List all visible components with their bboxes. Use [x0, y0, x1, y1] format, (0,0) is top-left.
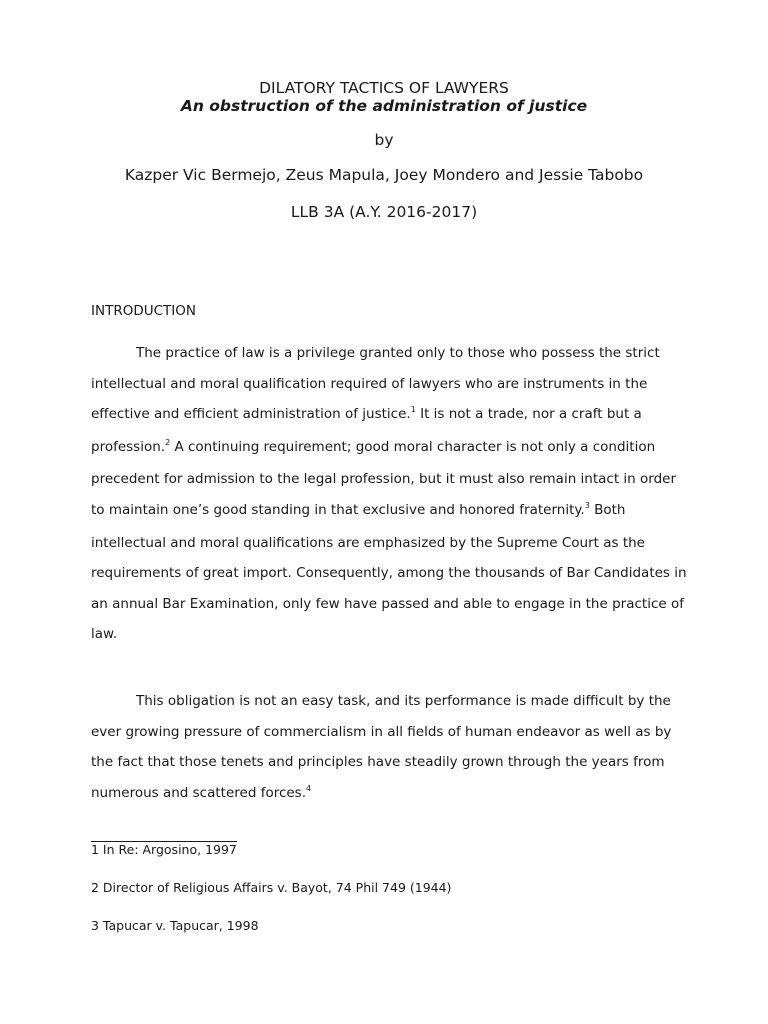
- footnote-2: 2 Director of Religious Affairs v. Bayot, 74 Phil 749 (1944): [91, 880, 452, 895]
- footnote-ref: 1: [410, 405, 416, 415]
- document-title: DILATORY TACTICS OF LAWYERS: [259, 79, 509, 97]
- footnote-ref: 4: [306, 783, 312, 793]
- section-heading: INTRODUCTION: [91, 303, 196, 319]
- paragraph-text: The practice of law is a privilege granted only to those who possess the strict intellectual and moral qualification required of lawyers who are instruments in the effective and efficient administration of justice.: [91, 345, 660, 423]
- footnote-3: 3 Tapucar v. Tapucar, 1998: [91, 918, 259, 933]
- by-label: by: [374, 131, 394, 149]
- paragraph-text: This obligation is not an easy task, and its performance is made difficult by the ever growing pressure of commercialism in all fields of human endeavor as well as by the fact that those tenets and principles have steadily grown through the years from numerous and scattered forces.: [91, 693, 672, 801]
- paragraph-text: Both intellectual and moral qualifications are emphasized by the Supreme Court as the requirements of great import. Consequently, among the thousands of Bar Candidates in an annual Bar Examination, only few have passed and able to engage in the practice of law.: [91, 501, 687, 643]
- paragraph-introduction-2: [91, 686, 691, 810]
- paragraph-text: It is not a trade, nor a craft but a profession.: [91, 406, 642, 455]
- authors: Kazper Vic Bermejo, Zeus Mapula, Joey Mondero and Jessie Tabobo: [124, 166, 644, 184]
- paragraph-text: A continuing requirement; good moral character is not only a condition precedent for admission to the legal profession, but it must also remain intact in order to maintain one’s good standing in that exclusive and honored fraternity.: [91, 438, 677, 518]
- paragraph-introduction-1: [91, 338, 691, 650]
- footnote-ref: 3: [584, 500, 590, 510]
- footnote-1: 1 In Re: Argosino, 1997: [91, 842, 237, 857]
- document-subtitle: An obstruction of the administration of justice: [180, 97, 588, 115]
- footnote-ref: 2: [165, 437, 171, 447]
- program-label: LLB 3A (A.Y. 2016-2017): [290, 203, 478, 221]
